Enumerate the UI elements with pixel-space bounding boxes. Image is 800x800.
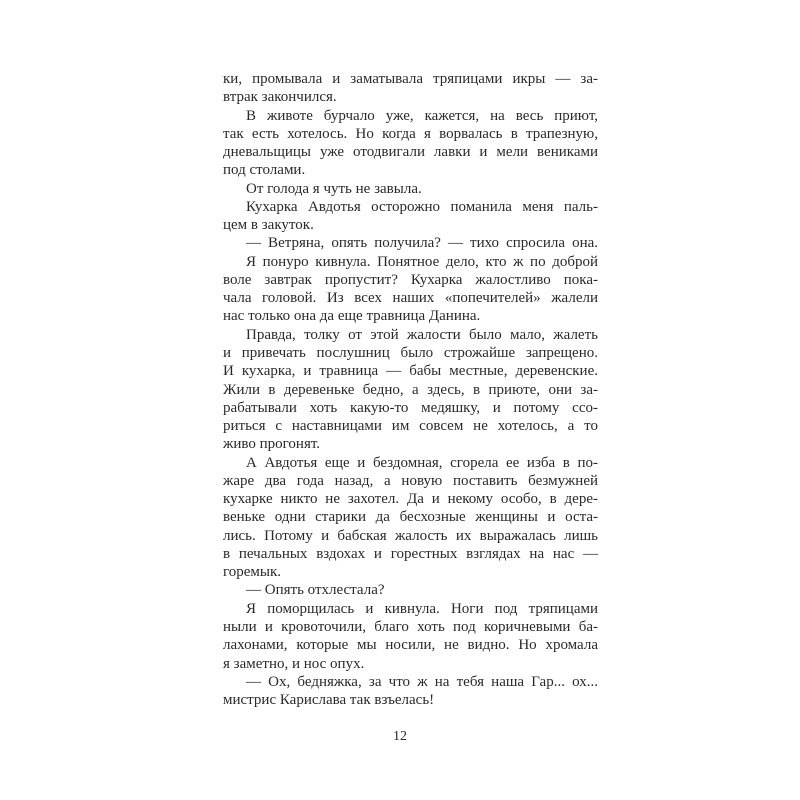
text-line: в печальных вздохах и горестных взглядах на нас — <box>223 545 598 562</box>
text-line: горемык. <box>223 564 282 581</box>
text-line: под столами. <box>223 162 306 179</box>
text-line: жаре два года назад, а новую поставить безмужней <box>223 472 598 489</box>
text-line: лись. Потому и бабская жалость их выражалась лишь <box>223 527 598 544</box>
text-line: я заметно, и нос опух. <box>223 655 365 672</box>
text-line: Правда, толку от этой жалости было мало, жалеть <box>246 326 598 343</box>
text-line: А Авдотья еще и бездомная, сгорела ее изба в по- <box>246 454 598 471</box>
text-line: ныли и кровоточили, благо хоть под коричневыми ба- <box>223 618 598 635</box>
text-line: чала головой. Из всех наших «попечителей» жалели <box>223 290 598 307</box>
text-line: риться с наставницами им совсем не хотелось, а то <box>223 418 598 435</box>
text-line: ки, промывала и заматывала тряпицами икры — за- <box>223 71 598 87</box>
page-number: 12 <box>393 729 407 744</box>
text-line: — Опять отхлестала? <box>246 582 385 599</box>
text-line: рабатывали хоть какую-то медяшку, и потому ссо- <box>223 399 598 416</box>
text-line: мистрис Карислава так взъелась! <box>223 692 435 709</box>
text-line: веньке одни старики да бесхозные женщины и оста- <box>223 509 598 526</box>
text-line: и привечать послушниц было строжайше запрещено. <box>223 344 598 361</box>
text-line: дневальщицы уже отодвигали лавки и мели вениками <box>223 144 598 161</box>
text-line: цем в закуток. <box>223 217 314 234</box>
text-line: Жили в деревеньке бедно, а здесь, в приюте, они за- <box>223 381 598 398</box>
text-line: нас только она да еще травница Данина. <box>223 308 481 325</box>
text-line: Я понуро кивнула. Понятное дело, кто ж по доброй <box>246 253 598 270</box>
text-line: воле завтрак пропустит? Кухарка жалостливо пока- <box>223 271 598 288</box>
text-line: Я поморщилась и кивнула. Ноги под тряпицами <box>246 600 598 617</box>
text-line: втрак закончился. <box>223 89 337 106</box>
text-line: В животе бурчало уже, кажется, на весь приют, <box>246 107 598 124</box>
text-line: — Ох, бедняжка, за что ж на тебя наша Гар... ох... <box>246 673 598 690</box>
page-body-text <box>223 70 598 709</box>
text-line: — Ветряна, опять получила? — тихо спросила она. <box>246 235 598 252</box>
text-line: лахонами, которые мы носили, не видно. Но хромала <box>223 637 598 654</box>
text-line: От голода я чуть не завыла. <box>246 180 422 197</box>
text-line: И кухарка, и травница — бабы местные, деревенские. <box>223 363 598 380</box>
text-line: живо прогонят. <box>223 436 321 453</box>
text-line: кухарке никто не захотел. Да и некому особо, в дере- <box>223 491 598 508</box>
text-line: Кухарка Авдотья осторожно поманила меня паль- <box>246 198 598 215</box>
text-line: так есть хотелось. Но когда я ворвалась в трапезную, <box>223 125 598 142</box>
